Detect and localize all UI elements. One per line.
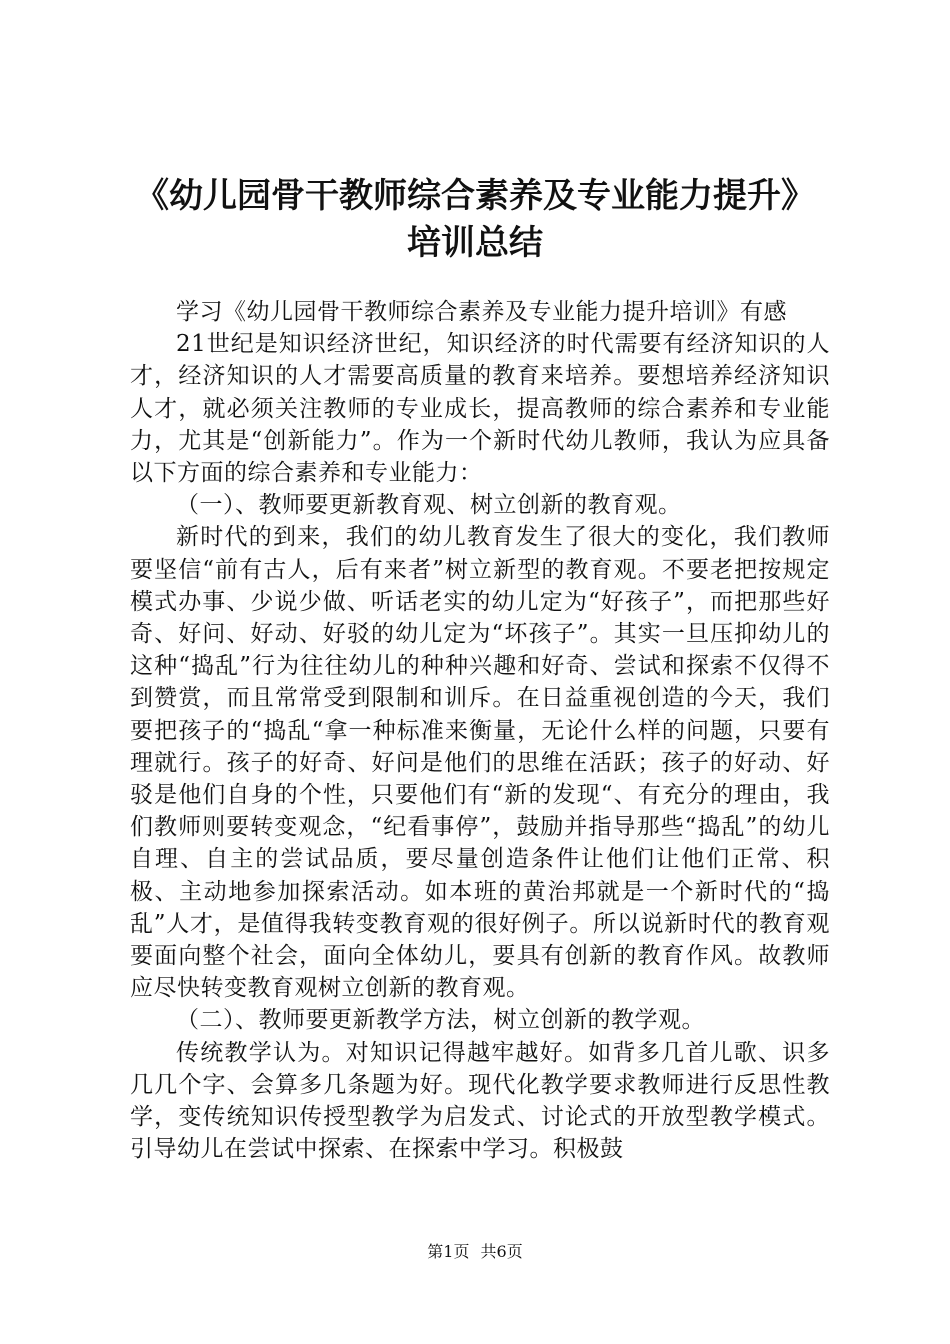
document-body xyxy=(130,296,830,1165)
page-total: 共6页 xyxy=(480,1242,523,1261)
paragraph-section-1: 新时代的到来，我们的幼儿教育发生了很大的变化，我们教师要坚信“前有古人，后有来者”树立新型的教育观。不要老把按规定模式办事、少说少做、听话老实的幼儿定为“好孩子”，而把那些好奇、好问、好动、好驳的幼儿定为“坏孩子”。其实一旦压抑幼儿的这种“捣乱”行为往往幼儿的种种兴趣和好奇、尝试和探索不仅得不到赞赏，而且常常受到限制和训斥。在日益重视创造的今天，我们要把孩子的“捣乱“拿一种标准来衡量，无论什么样的问题，只要有理就行。孩子的好奇、好问是他们的思维在活跃；孩子的好动、好驳是他们自身的个性，只要他们有“新的发现“、有充分的理由，我们教师则要转变观念，“纪看事停”，鼓励并指导那些“捣乱”的幼儿自理、自主的尝试品质，要尽量创造条件让他们让他们正常、积极、主动地参加探索活动。如本班的黄治邦就是一个新时代的“捣乱”人才，是值得我转变教育观的很好例子。所以说新时代的教育观要面向整个社会，面向全体幼儿，要具有创新的教育作风。故教师应尽快转变教育观树立创新的教育观。 xyxy=(130,524,830,1002)
page-number: 第1页 xyxy=(427,1242,470,1261)
paragraph-section-2: 传统教学认为。对知识记得越牢越好。如背多几首儿歌、识多几几个字、会算多几条题为好。现代化教学要求教师进行反思性教学，变传统知识传授型教学为启发式、讨论式的开放型教学模式。引导幼儿在尝试中探索、在探索中学习。积极鼓 xyxy=(130,1039,830,1163)
section-heading-2: （二）、教师要更新教学方法，树立创新的教学观。 xyxy=(176,1007,705,1034)
paragraph-intro: 21世纪是知识经济世纪，知识经济的时代需要有经济知识的人才，经济知识的人才需要高质量的教育来培养。要想培养经济知识人才，就必须关注教师的专业成长，提高教师的综合素养和专业能力，尤其是“创新能力”。作为一个新时代幼儿教师，我认为应具备以下方面的综合素养和专业能力： xyxy=(130,331,830,487)
document-title-line-2: 培训总结 xyxy=(407,223,543,263)
section-heading-1: （一）、教师要更新教育观、树立创新的教育观。 xyxy=(176,492,682,519)
paragraph-subtitle: 学习《幼儿园骨干教师综合素养及专业能力提升培训》有感 xyxy=(176,299,787,325)
page-footer xyxy=(0,1242,950,1262)
document-title-line-1: 《幼儿园骨干教师综合素养及专业能力提升》 xyxy=(135,176,815,216)
